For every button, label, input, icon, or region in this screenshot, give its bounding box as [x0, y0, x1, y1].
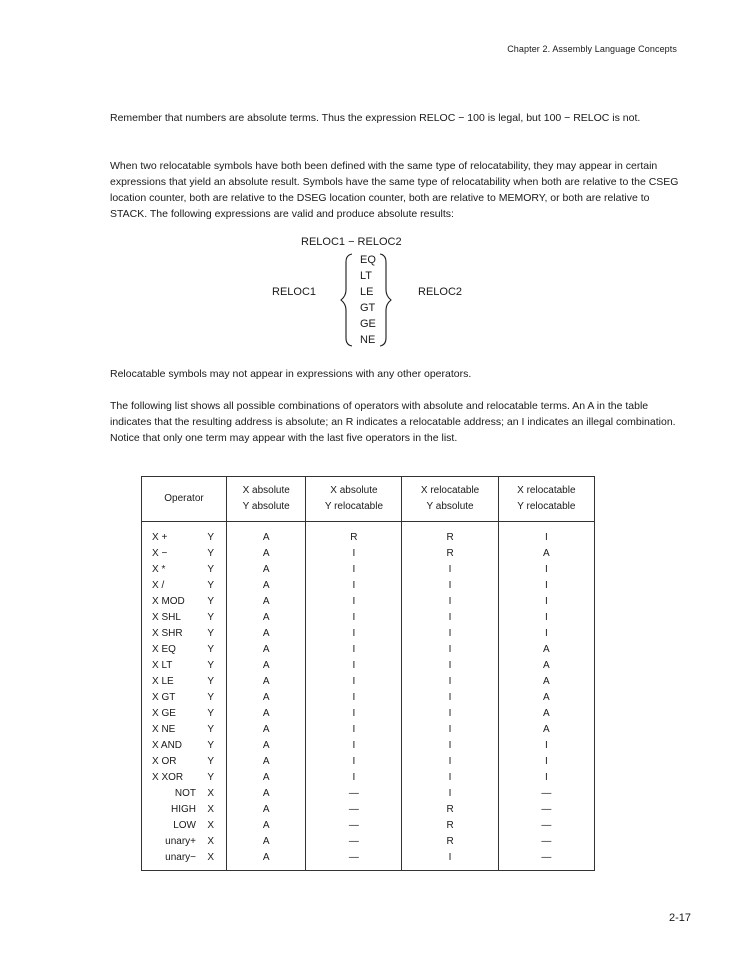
operator-cell: X * Y — [142, 562, 227, 578]
result-cell: — — [306, 786, 402, 802]
result-cell: I — [306, 642, 402, 658]
result-cell: I — [402, 754, 498, 770]
table-row — [142, 642, 595, 658]
table-row — [142, 626, 595, 642]
result-cell: A — [498, 706, 594, 722]
result-cell: — — [306, 834, 402, 850]
result-cell: A — [498, 690, 594, 706]
table-row — [142, 690, 595, 706]
result-cell: I — [402, 610, 498, 626]
paragraph-relocatable-symbols: When two relocatable symbols have both been defined with the same type of relocatability, they may appear in certain expressions that yield an absolute result. Symbols have the same type of relocatability when both are relative to the CSEG location counter, both are relative to the DSEG location counter, both are relative to MEMORY, or both are relative to STACK. The following expressions are valid and produce absolute results: — [110, 160, 679, 220]
operator-cell: X SHR Y — [142, 626, 227, 642]
result-cell: — — [306, 850, 402, 871]
result-cell: I — [402, 690, 498, 706]
result-cell: I — [498, 610, 594, 626]
table-row — [142, 834, 595, 850]
result-cell: I — [402, 722, 498, 738]
table-row — [142, 594, 595, 610]
result-cell: A — [227, 562, 306, 578]
result-cell: A — [227, 610, 306, 626]
result-cell: R — [402, 802, 498, 818]
result-cell: I — [498, 594, 594, 610]
result-cell: I — [306, 754, 402, 770]
result-cell: R — [402, 546, 498, 562]
result-cell: I — [402, 850, 498, 871]
table-row — [142, 818, 595, 834]
operator-cell: X / Y — [142, 578, 227, 594]
result-cell: A — [227, 722, 306, 738]
result-cell: I — [306, 610, 402, 626]
table-row — [142, 658, 595, 674]
operator-cell: unary+ X — [142, 834, 227, 850]
page-number: 2-17 — [668, 912, 691, 924]
result-cell: A — [498, 642, 594, 658]
table-row — [142, 674, 595, 690]
table-row — [142, 722, 595, 738]
result-cell: A — [227, 642, 306, 658]
result-cell: I — [498, 578, 594, 594]
running-header: Chapter 2. Assembly Language Concepts — [507, 44, 677, 54]
result-cell: I — [498, 754, 594, 770]
result-cell: A — [227, 546, 306, 562]
result-cell: — — [498, 786, 594, 802]
table-row — [142, 738, 595, 754]
result-cell: A — [227, 706, 306, 722]
table-header-row — [142, 477, 595, 522]
operator-cell: X GT Y — [142, 690, 227, 706]
result-cell: I — [306, 770, 402, 786]
table-row — [142, 770, 595, 786]
result-cell: I — [402, 642, 498, 658]
operator-combination-table — [141, 476, 595, 871]
result-cell: I — [306, 690, 402, 706]
result-cell: A — [227, 802, 306, 818]
expression-difference: RELOC1 − RELOC2 — [301, 236, 402, 248]
left-brace-icon — [340, 252, 354, 348]
result-cell: A — [227, 522, 306, 547]
result-cell: I — [498, 738, 594, 754]
operator-cell: X EQ Y — [142, 642, 227, 658]
header-abs-rel: X absolute Y relocatable — [306, 477, 402, 522]
result-cell: I — [498, 626, 594, 642]
expression-right-operand: RELOC2 — [418, 286, 463, 298]
operator-cell: X LT Y — [142, 658, 227, 674]
table-row — [142, 754, 595, 770]
operator-cell: X GE Y — [142, 706, 227, 722]
operator-cell: HIGH X — [142, 802, 227, 818]
table-row — [142, 578, 595, 594]
result-cell: A — [227, 850, 306, 871]
operator-cell: X AND Y — [142, 738, 227, 754]
operator-cell: X LE Y — [142, 674, 227, 690]
result-cell: I — [498, 770, 594, 786]
result-cell: R — [402, 522, 498, 547]
result-cell: — — [498, 850, 594, 871]
paragraph-combinations: The following list shows all possible combinations of operators with absolute and relocatable terms. An A in the table indicates that the resulting address is absolute; an R indicates a relocatable address; an I indicates an illegal combination. Notice that only one term may appear with the last five operators in the list. — [110, 400, 676, 444]
result-cell: I — [306, 594, 402, 610]
table-row — [142, 610, 595, 626]
result-cell: A — [227, 834, 306, 850]
paragraph-other-operators: Relocatable symbols may not appear in expressions with any other operators. — [110, 368, 472, 380]
operator-cell: LOW X — [142, 818, 227, 834]
result-cell: I — [306, 546, 402, 562]
result-cell: I — [402, 738, 498, 754]
result-cell: — — [498, 818, 594, 834]
result-cell: I — [306, 738, 402, 754]
result-cell: I — [402, 770, 498, 786]
result-cell: I — [306, 562, 402, 578]
operator-cell: X − Y — [142, 546, 227, 562]
header-abs-abs: X absolute Y absolute — [227, 477, 306, 522]
operator-cell: X + Y — [142, 522, 227, 547]
result-cell: A — [227, 690, 306, 706]
table-row — [142, 562, 595, 578]
result-cell: A — [227, 786, 306, 802]
comparison-operators — [360, 252, 376, 348]
result-cell: A — [227, 674, 306, 690]
table-row — [142, 850, 595, 871]
operator-cell: NOT X — [142, 786, 227, 802]
right-brace-icon — [378, 252, 392, 348]
result-cell: R — [402, 818, 498, 834]
table-row — [142, 786, 595, 802]
result-cell: I — [306, 578, 402, 594]
result-cell: I — [306, 706, 402, 722]
operator-ne: NE — [360, 334, 376, 346]
operator-le: LE — [360, 286, 374, 298]
result-cell: I — [498, 562, 594, 578]
operator-cell: X NE Y — [142, 722, 227, 738]
table-row — [142, 706, 595, 722]
result-cell: I — [306, 626, 402, 642]
result-cell: A — [227, 770, 306, 786]
operator-cell: X OR Y — [142, 754, 227, 770]
header-operator: Operator — [142, 477, 227, 522]
operator-cell: X SHL Y — [142, 610, 227, 626]
operator-cell: unary− X — [142, 850, 227, 871]
operator-gt: GT — [360, 302, 376, 314]
result-cell: I — [402, 658, 498, 674]
result-cell: I — [498, 522, 594, 547]
table-row — [142, 522, 595, 547]
result-cell: R — [402, 834, 498, 850]
result-cell: A — [227, 754, 306, 770]
result-cell: A — [498, 722, 594, 738]
result-cell: I — [402, 706, 498, 722]
result-cell: — — [498, 834, 594, 850]
header-rel-rel: X relocatable Y relocatable — [498, 477, 594, 522]
result-cell: I — [402, 562, 498, 578]
result-cell: A — [227, 818, 306, 834]
operator-cell: X MOD Y — [142, 594, 227, 610]
table-row — [142, 802, 595, 818]
result-cell: I — [402, 786, 498, 802]
result-cell: — — [306, 802, 402, 818]
result-cell: I — [402, 674, 498, 690]
result-cell: A — [227, 594, 306, 610]
expression-left-operand: RELOC1 — [272, 286, 317, 298]
result-cell: — — [498, 802, 594, 818]
result-cell: R — [306, 522, 402, 547]
operator-ge: GE — [360, 318, 376, 330]
paragraph-absolute-terms: Remember that numbers are absolute terms. Thus the expression RELOC − 100 is legal, but 100 − RELOC is not. — [110, 112, 641, 124]
result-cell: I — [306, 658, 402, 674]
result-cell: I — [402, 626, 498, 642]
result-cell: A — [498, 674, 594, 690]
result-cell: I — [306, 674, 402, 690]
result-cell: — — [306, 818, 402, 834]
result-cell: I — [402, 594, 498, 610]
result-cell: A — [498, 546, 594, 562]
result-cell: A — [227, 738, 306, 754]
result-cell: A — [227, 658, 306, 674]
result-cell: A — [498, 658, 594, 674]
result-cell: A — [227, 626, 306, 642]
result-cell: I — [402, 578, 498, 594]
operator-eq: EQ — [360, 254, 376, 266]
header-rel-abs: X relocatable Y absolute — [402, 477, 498, 522]
table-row — [142, 546, 595, 562]
operator-lt: LT — [360, 270, 373, 282]
operator-cell: X XOR Y — [142, 770, 227, 786]
result-cell: I — [306, 722, 402, 738]
result-cell: A — [227, 578, 306, 594]
